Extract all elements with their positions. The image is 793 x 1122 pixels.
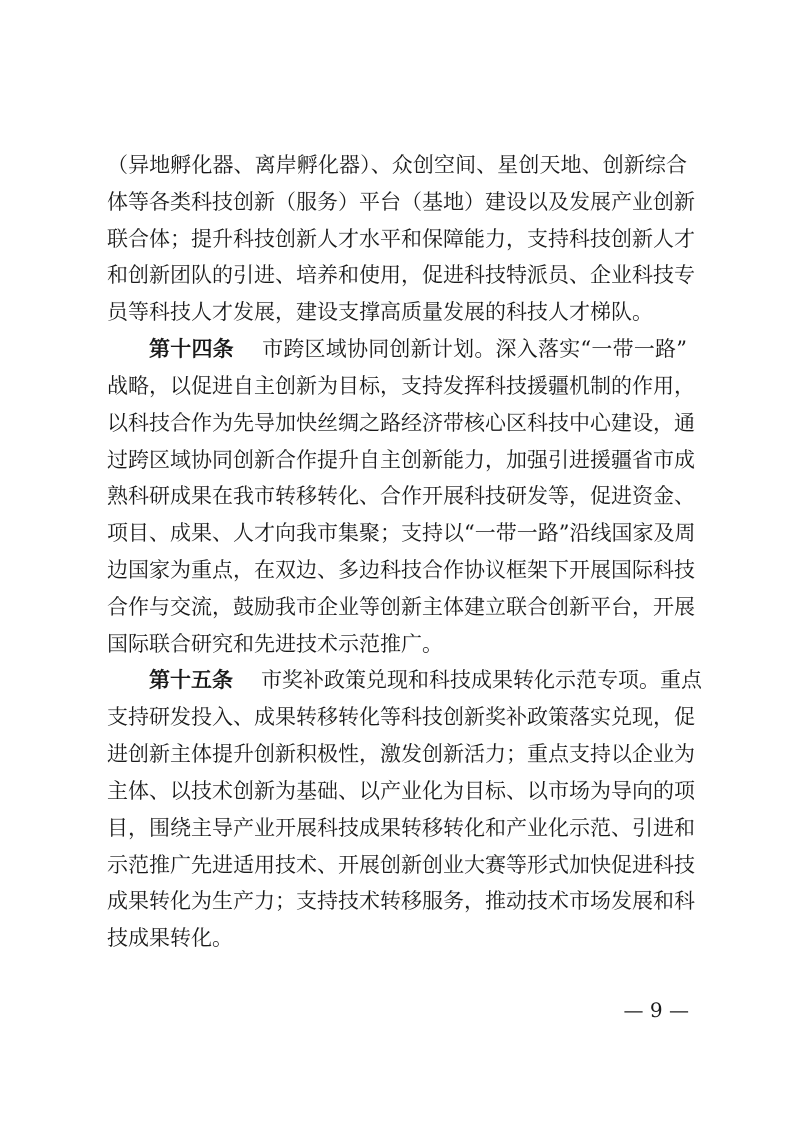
paragraph-line: 过跨区域协同创新合作提升自主创新能力，加强引进援疆省市成: [107, 448, 695, 472]
article-14-number: 第十四条: [149, 337, 234, 361]
paragraph-line: 项目、成果、人才向我市集聚；支持以“一带一路”沿线国家及周: [107, 521, 696, 545]
page-number: — 9 —: [623, 998, 689, 1022]
paragraph-line: 熟科研成果在我市转移转化、合作开展科技研发等，促进资金、: [107, 484, 695, 508]
paragraph-line: 战略，以促进自主创新为目标，支持发挥科技援疆机制的作用，: [107, 374, 695, 398]
paragraph-line: 支持研发投入、成果转移转化等科技创新奖补政策落实兑现，促: [107, 705, 695, 729]
article-14-first-line: 市跨区域协同创新计划。深入落实“一带一路”: [261, 337, 687, 361]
paragraph-line: 员等科技人才发展，建设支撑高质量发展的科技人才梯队。: [107, 300, 653, 324]
paragraph-line: 进创新主体提升创新积极性，激发创新活力；重点支持以企业为: [107, 742, 695, 766]
article-14-heading-line: [149, 332, 687, 366]
paragraph-line: 合作与交流，鼓励我市企业等创新主体建立联合创新平台，开展: [107, 595, 695, 619]
paragraph-line: 联合体；提升科技创新人才水平和保障能力，支持科技创新人才: [107, 227, 695, 251]
paragraph-line: （异地孵化器、离岸孵化器）、众创空间、星创天地、创新综合: [107, 153, 687, 177]
paragraph-line: 示范推广先进适用技术、开展创新创业大赛等形式加快促进科技: [107, 853, 695, 877]
paragraph-line: 边国家为重点，在双边、多边科技合作协议框架下开展国际科技: [107, 558, 695, 582]
paragraph-line: 成果转化为生产力；支持技术转移服务，推动技术市场发展和科: [107, 889, 695, 913]
paragraph-line: 以科技合作为先导加快丝绸之路经济带核心区科技中心建设，通: [107, 411, 695, 435]
paragraph-line: 主体、以技术创新为基础、以产业化为目标、以市场为导向的项: [107, 779, 695, 803]
article-15-first-line: 市奖补政策兑现和科技成果转化示范专项。重点: [261, 668, 702, 692]
paragraph-line: 和创新团队的引进、培养和使用，促进科技特派员、企业科技专: [107, 263, 695, 287]
article-15-heading-line: [149, 663, 702, 697]
paragraph-line: 体等各类科技创新（服务）平台（基地）建设以及发展产业创新: [107, 190, 695, 214]
article-15-number: 第十五条: [149, 668, 233, 692]
paragraph-line: 目，围绕主导产业开展科技成果转移转化和产业化示范、引进和: [107, 816, 695, 840]
paragraph-line: 国际联合研究和先进技术示范推广。: [107, 632, 443, 656]
paragraph-line: 技成果转化。: [107, 926, 233, 950]
